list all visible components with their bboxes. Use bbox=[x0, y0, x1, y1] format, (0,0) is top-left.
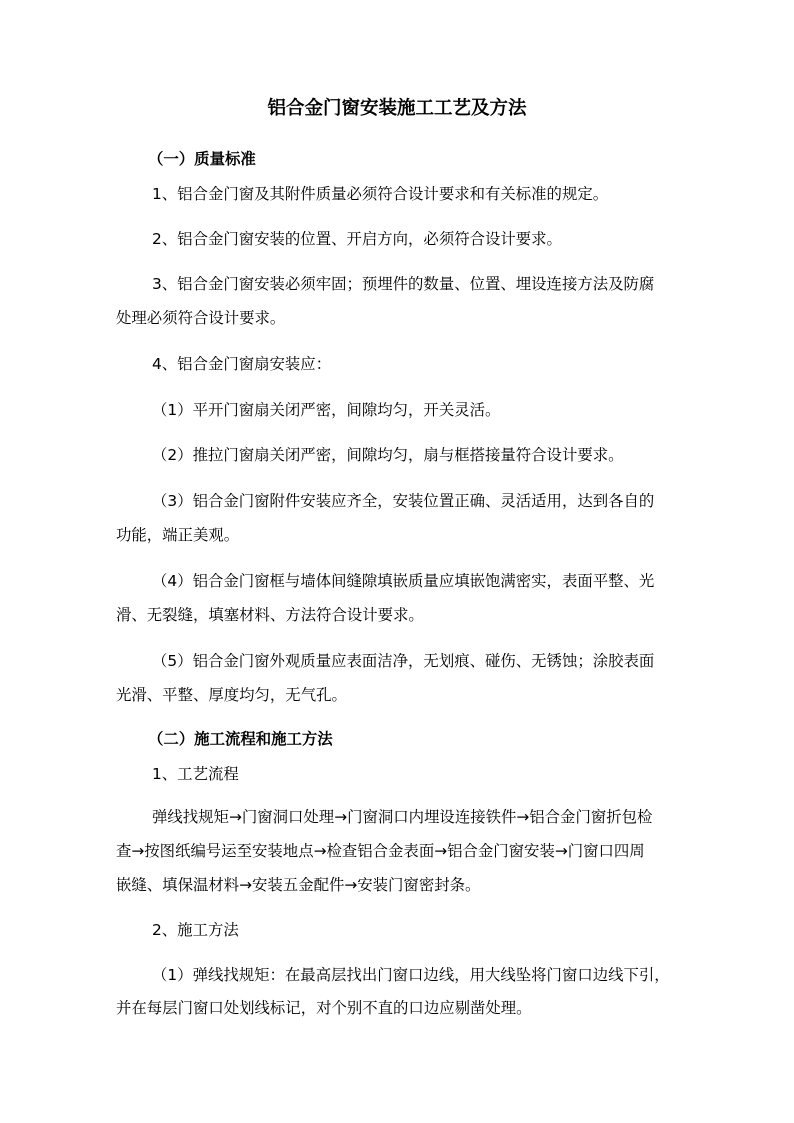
paragraph-4-item-3-line-1: （3）铝合金门窗附件安装应齐全，安装位置正确、灵活适用，达到各自的 bbox=[152, 492, 655, 510]
paragraph-3-line-2: 处理必须符合设计要求。 bbox=[116, 309, 286, 327]
paragraph-4-item-4-line-1: （4）铝合金门窗框与墙体间缝隙填嵌质量应填嵌饱满密实，表面平整、光 bbox=[152, 572, 655, 590]
method-1-line-1: （1）弹线找规矩：在最高层找出门窗口边线，用大线坠将门窗口边线下引， bbox=[152, 966, 670, 984]
paragraph-4-item-1: （1）平开门窗扇关闭严密，间隙均匀，开关灵活。 bbox=[152, 401, 501, 419]
paragraph-4-item-4-line-2: 滑、无裂缝，填塞材料、方法符合设计要求。 bbox=[116, 606, 424, 624]
paragraph-4-item-2: （2）推拉门窗扇关闭严密，间隙均匀，扇与框搭接量符合设计要求。 bbox=[152, 446, 624, 464]
process-flow-line-1: 弹线找规矩→门窗洞口处理→门窗洞口内埋设连接铁件→铝合金门窗折包检 bbox=[152, 808, 653, 826]
paragraph-4: 4、铝合金门窗扇安装应： bbox=[152, 355, 332, 373]
section-heading-quality: （一）质量标准 bbox=[148, 150, 256, 168]
subheading-process-flow: 1、工艺流程 bbox=[152, 765, 239, 783]
paragraph-4-item-5-line-2: 光滑、平整、厚度均匀，无气孔。 bbox=[116, 686, 347, 704]
document-title: 铝合金门窗安装施工工艺及方法 bbox=[267, 98, 527, 119]
subheading-construction-method: 2、施工方法 bbox=[152, 921, 239, 939]
section-heading-process: （二）施工流程和施工方法 bbox=[148, 730, 333, 748]
paragraph-1: 1、铝合金门窗及其附件质量必须符合设计要求和有关标准的规定。 bbox=[152, 185, 609, 203]
method-1-line-2: 并在每层门窗口处划线标记，对个别不直的口边应剔凿处理。 bbox=[116, 999, 532, 1017]
process-flow-line-2: 查→按图纸编号运至安装地点→检查铝合金表面→铝合金门窗安装→门窗口四周 bbox=[116, 842, 645, 860]
paragraph-3-line-1: 3、铝合金门窗安装必须牢固；预埋件的数量、位置、埋设连接方法及防腐 bbox=[152, 275, 655, 293]
paragraph-2: 2、铝合金门窗安装的位置、开启方向，必须符合设计要求。 bbox=[152, 230, 562, 248]
paragraph-4-item-3-line-2: 功能，端正美观。 bbox=[116, 526, 240, 544]
process-flow-line-3: 嵌缝、填保温材料→安装五金配件→安装门窗密封条。 bbox=[116, 876, 481, 894]
paragraph-4-item-5-line-1: （5）铝合金门窗外观质量应表面洁净，无划痕、碰伤、无锈蚀；涂胶表面 bbox=[152, 652, 655, 670]
